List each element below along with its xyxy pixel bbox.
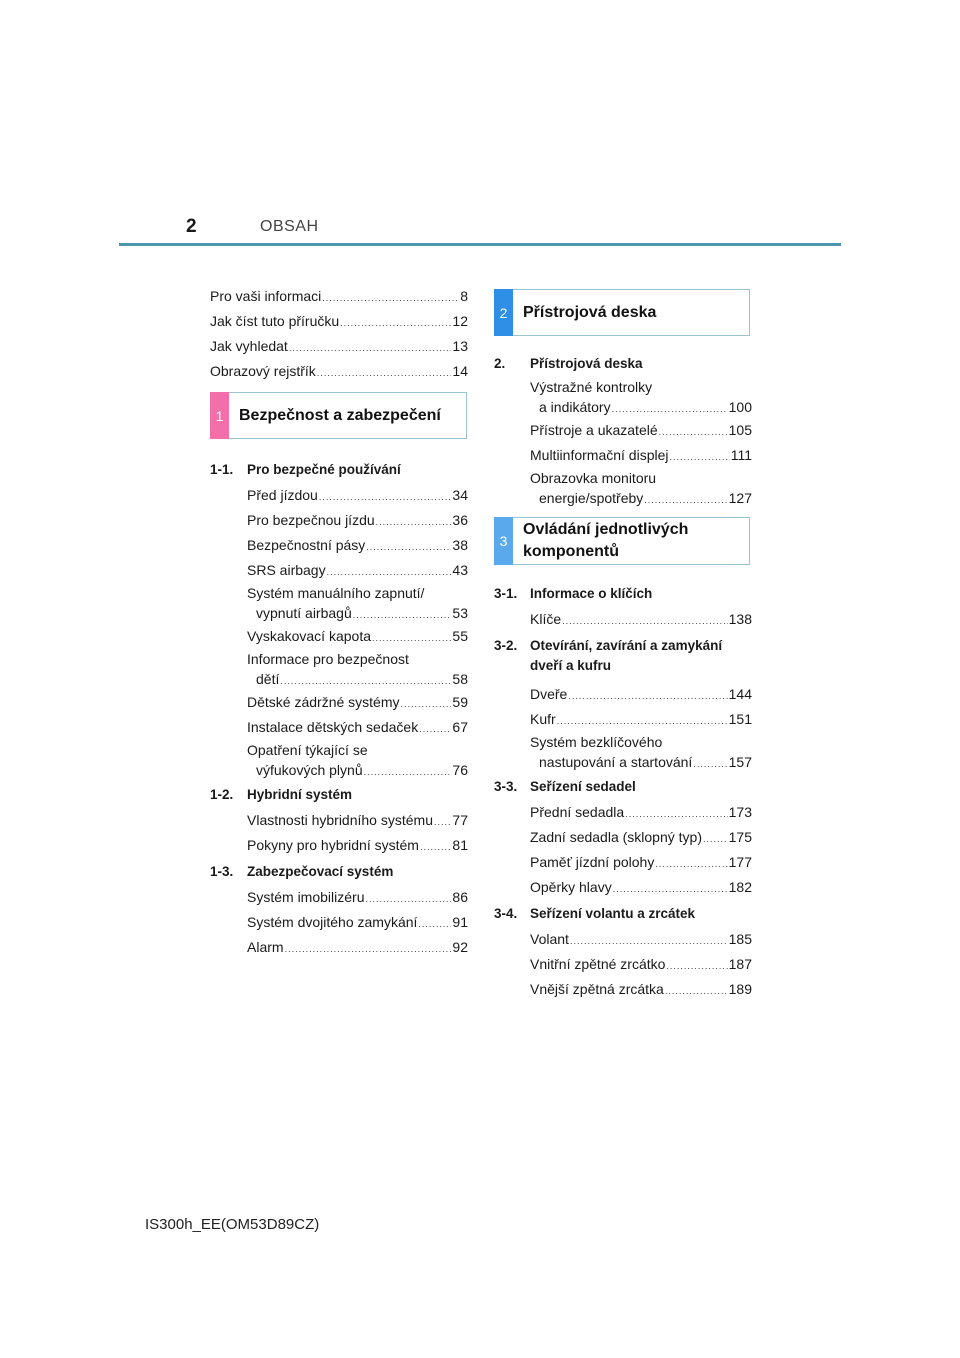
chapter-badge: 3 [494,517,513,565]
toc-entry[interactable]: Informace pro bezpečnost dětí ..... 58 [247,649,468,690]
section-entries [494,682,752,773]
toc-entry[interactable]: Dětské zádržné systémy ..... 59 [247,690,468,715]
intro-list [210,284,468,384]
toc-entry[interactable]: Přístroje a ukazatelé ..... 105 [530,418,752,443]
toc-entry[interactable]: Pro vaši informaci ..... 8 [210,284,468,309]
chapter-title: Bezpečnost a zabezpečení [239,406,441,424]
toc-entry[interactable]: Systém manuálního zapnutí/ vypnutí airbagů ..... 53 [247,583,468,624]
toc-entry[interactable]: Systém dvojitého zamykání ..... 91 [247,910,468,935]
chapter-title: Ovládání jednotlivých komponentů [523,521,689,560]
section-heading[interactable]: 3-3. Seřízení sedadel [494,779,636,794]
toc-entry[interactable]: Bezpečnostní pásy ..... 38 [247,533,468,558]
toc-entry[interactable]: Paměť jízdní polohy ..... 177 [530,850,752,875]
toc-entry[interactable]: Opěrky hlavy ..... 182 [530,875,752,900]
page-header [0,0,960,250]
section-entries [210,808,468,858]
section-heading[interactable]: 1-2. Hybridní systém [210,787,353,802]
chapter-badge: 2 [494,289,513,336]
toc-entry[interactable]: Zadní sedadla (sklopný typ) ..... 175 [530,825,752,850]
toc-entry[interactable]: Dveře ..... 144 [530,682,752,707]
toc-entry[interactable]: Systém bezklíčového nastupování a startování ..... 157 [530,732,752,773]
toc-entry[interactable]: Vlastnosti hybridního systému ..... 77 [247,808,468,833]
section-entries [494,607,752,632]
toc-entry[interactable]: Pro bezpečnou jízdu ..... 36 [247,508,468,533]
toc-entry[interactable]: Jak vyhledat ..... 13 [210,334,468,359]
toc-right-column [494,289,752,1002]
toc-entry[interactable]: Vnější zpětná zrcátka ..... 189 [530,977,752,1002]
section-entries [494,377,752,509]
section-entries [210,483,468,781]
section-entries [494,800,752,900]
toc-entry[interactable]: Multiinformační displej ..... 111 [530,443,752,468]
toc-entry[interactable]: Přední sedadla ..... 173 [530,800,752,825]
chapter-tab-3[interactable] [494,517,750,565]
section-entries [494,927,752,1002]
toc-entry[interactable]: Systém imobilizéru ..... 86 [247,885,468,910]
section-heading[interactable]: 3-1. Informace o klíčích [494,586,653,601]
toc-entry[interactable]: Alarm ..... 92 [247,935,468,960]
toc-entry[interactable]: Obrazovka monitoru energie/spotřeby ..... 127 [530,468,752,509]
section-heading[interactable]: 1-3. Zabezpečovací systém [210,864,394,879]
section-heading[interactable]: 1-1. Pro bezpečné používání [210,462,401,477]
section-heading[interactable]: 3-2. Otevírání, zavírání a zamykání dveří a kufru [494,638,723,673]
page-title: OBSAH [260,218,319,235]
section-heading[interactable]: 2. Přístrojová deska [494,356,643,371]
chapter-badge: 1 [210,392,229,439]
chapter-tab-1[interactable] [210,392,467,439]
toc-entry[interactable]: Instalace dětských sedaček ..... 67 [247,715,468,740]
toc-entry[interactable]: Před jízdou ..... 34 [247,483,468,508]
section-heading[interactable]: 3-4. Seřízení volantu a zrcátek [494,906,696,921]
toc-entry[interactable]: Kufr ..... 151 [530,707,752,732]
section-entries [210,885,468,960]
header-rule [119,243,841,246]
toc-entry[interactable]: SRS airbagy ..... 43 [247,558,468,583]
toc-left-column [210,284,468,960]
chapter-title: Přístrojová deska [523,303,657,321]
toc-entry[interactable]: Výstražné kontrolky a indikátory ..... 100 [530,377,752,418]
toc-entry[interactable]: Vyskakovací kapota ..... 55 [247,624,468,649]
page-number: 2 [186,216,197,237]
toc-entry[interactable]: Obrazový rejstřík ..... 14 [210,359,468,384]
toc-entry[interactable]: Vnitřní zpětné zrcátko ..... 187 [530,952,752,977]
toc-entry[interactable]: Jak číst tuto příručku ..... 12 [210,309,468,334]
document-code: IS300h_EE(OM53D89CZ) [145,1216,320,1233]
toc-entry[interactable]: Pokyny pro hybridní systém ..... 81 [247,833,468,858]
toc-entry[interactable]: Opatření týkající se výfukových plynů ..... 76 [247,740,468,781]
toc-entry[interactable]: Volant ..... 185 [530,927,752,952]
chapter-tab-2[interactable] [494,289,750,336]
toc-entry[interactable]: Klíče ..... 138 [530,607,752,632]
